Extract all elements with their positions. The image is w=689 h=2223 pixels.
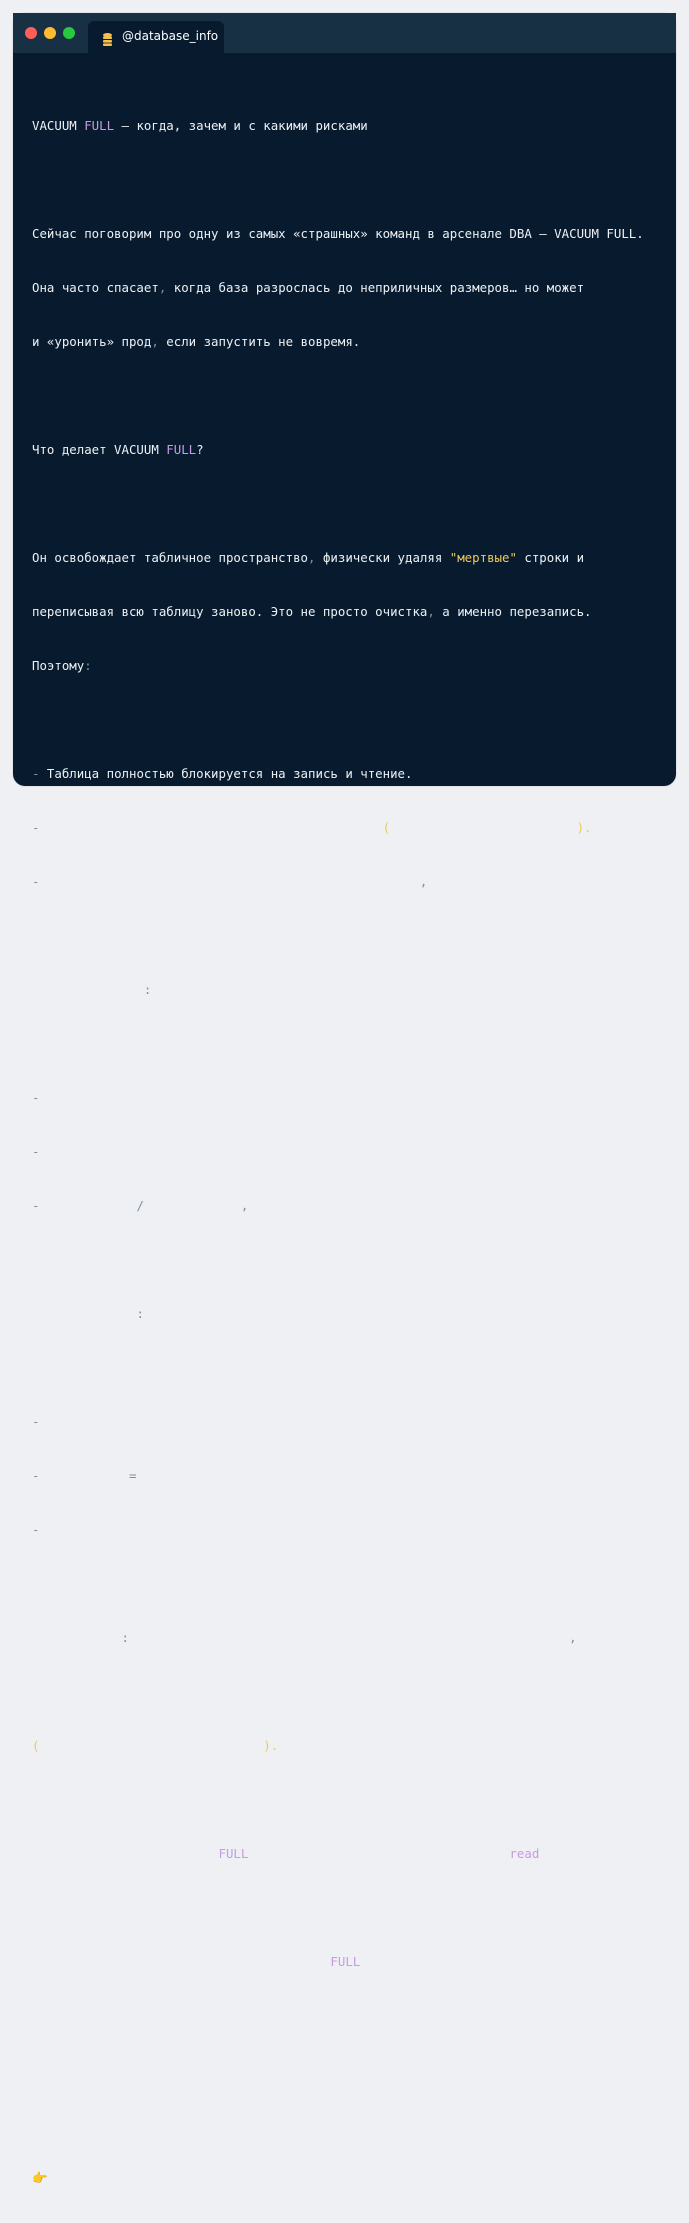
pointing-hand-icon: 👉 — [32, 2170, 48, 2185]
list-item: - При миграции/переезде базы, чтобы максимально уменьшить backup. — [32, 1198, 517, 1213]
list-item: - Может существенно сократить размер базы — особенно, если давно не было очистки. — [32, 874, 637, 889]
risks-heading: Чего опасаться: — [32, 1306, 144, 1321]
intro-line-1: Сейчас поговорим про одну из самых «страшных» команд в арсенале DBA — VACUUM FULL. — [32, 226, 644, 241]
list-item: - Блокировки = пользователи «висят». — [32, 1468, 301, 1483]
personal-note: Лично я использую VACUUM FULL только в окне обслуживания или на read replica. — [32, 1846, 607, 1861]
question-line: А вы? Когда последний раз делали VACUUM FULL? — [32, 1954, 368, 1969]
what-body-line-1: Он освобождает табличное пространство, физически удаляя "мертвые" строки и — [32, 550, 585, 565]
signature — [32, 2169, 667, 2187]
alternative-line-1: Альтернатива: если задача — просто освободить место и база под нагрузкой, — [32, 1630, 577, 1645]
list-item: - Когда обычный VACUUM не помогает уменьшить размер базы. — [32, 1144, 458, 1159]
when-heading: Когда применять: — [32, 982, 152, 997]
alternative-line-3: (но требует отдельной установки). — [32, 1738, 279, 1753]
post-content — [32, 81, 667, 2223]
list-item: - После массового удаления данных. — [32, 1090, 286, 1105]
tab-title: @database_info — [122, 29, 219, 43]
database-icon — [103, 31, 112, 44]
what-body-line-3: Поэтому: — [32, 658, 92, 673]
what-heading: Что делает VACUUM FULL? — [32, 442, 204, 457]
post-title: VACUUM FULL — когда, зачем и с какими рисками — [32, 118, 368, 133]
channel-tab[interactable] — [88, 21, 224, 53]
what-body-line-2: переписывая всю таблицу заново. Это не просто очистка, а именно перезапись. — [32, 604, 592, 619]
list-item: - На больших таблицах — это может занять часы. — [32, 1414, 376, 1429]
alternative-line-2: рассмотрите pg_repack. Он позволяет делать реорганизацию без блокировок — [32, 1684, 562, 1699]
intro-line-2: Она часто спасает, когда база разрослась до неприличных размеров… но может — [32, 280, 585, 295]
close-dot-icon — [25, 27, 37, 39]
channel-handle-link[interactable]: @database_info — [62, 2170, 167, 2185]
intro-line-3: и «уронить» прод, если запустить не вовремя. — [32, 334, 361, 349]
hashtag-link[interactable]: #db — [32, 2062, 55, 2077]
list-item: - Нужно много свободного места на диске. — [32, 1522, 331, 1537]
minimize-dot-icon — [44, 27, 56, 39]
list-item: - Таблица полностью блокируется на запись и чтение. — [32, 766, 413, 781]
telegram-code-window — [13, 13, 676, 2185]
window-titlebar — [13, 13, 676, 53]
list-item: - Используется временное дисковое пространство (вплоть до размера таблицы). — [32, 820, 592, 835]
zoom-dot-icon — [63, 27, 75, 39]
